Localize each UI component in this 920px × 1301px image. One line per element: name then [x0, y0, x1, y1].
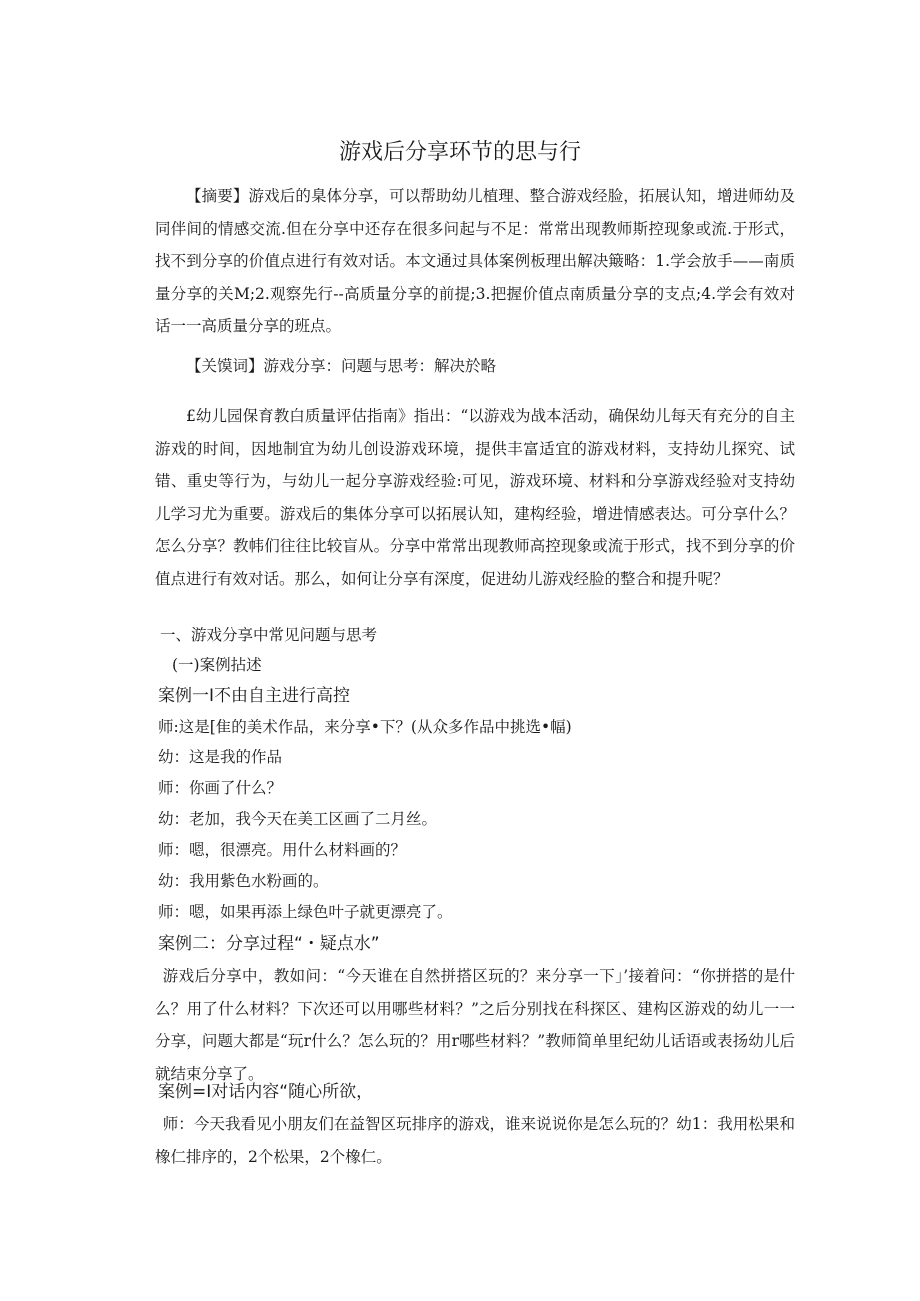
- dialogue-line: 师：你画了什么？: [158, 779, 283, 797]
- dialogue-line: 幼：这是我的作品: [158, 748, 283, 766]
- dialogue-line: 师：嗯，如果再添上绿色叶子就更漂亮了。: [158, 903, 453, 921]
- section-heading: 一、游戏分享中常见问题与思考: [160, 626, 378, 644]
- dialogue-line: 幼：我用紫色水粉画的。: [158, 872, 329, 890]
- case1-heading: 案例一I不由自主进行高控: [158, 686, 351, 706]
- case3-heading: 案例=I对话内容“随心所欲，: [158, 1082, 374, 1102]
- abstract-paragraph: 【摘要】游戏后的臬体分享，可以帮助幼儿植理、整合游戏经脸，拓展认知，增进师幼及同伴间的情感交流.但在分享中还存在很多问起与不足：常常出现教师斯控现象或流.于形式，找不到分享的价值点进行有效对话。本文通过具体案例板理出解决簸略：1.学会放手——南质量分享的关M;2.观察先行--高质量分享的前提;3.把握价值点南质量分享的支点;4.学会有效对话一一高质量分享的班点。: [155, 187, 795, 335]
- case2-paragraph: 游戏后分享中，教如问：“今天谁在自然拼搭区玩的？来分享一下」’接着问：“你拼搭的是什么？用了什么材料？下次还可以用哪些材料？”之后分别找在科探区、建构区游戏的幼儿一一分享，问题大都是“玩r什么？怎么玩的？用r哪些材料？”教师简单里纪幼儿话语或表扬幼儿后就结束分享了。: [155, 967, 795, 1083]
- dialogue-line: 师:这是[隹的美术作品，来分享•下？(从众多作品中挑选•幅): [158, 718, 572, 736]
- case2-heading: 案例二：分享过程“・疑点水”: [158, 934, 380, 954]
- subsection-heading: (一)案例拈述: [172, 656, 262, 674]
- dialogue-line: 幼：老加，我今天在美工区画了二月丝。: [158, 810, 438, 828]
- intro-paragraph: £幼儿园保育教白质量评估指南》指出：“以游戏为战本活动，确保幼儿每天有充分的自主游戏的时间，因地制宜为幼儿创设游戏环境，提供丰富适宜的游戏材料，支持幼儿探究、试错、重史等行为，与幼儿一起分享游戏经验:可见，游戏环境、材料和分享游戏经验对支持幼儿学习尤为重要。游戏后的集体分享可以拓展认知，建构经验，增进情感表达。可分享什么？怎么分享？教帏们往往比较盲从。分享中常常出现教师高控现象或流于形式，找不到分享的价值点进行有效对话。那么，如何让分享有深度，促进幼儿游戏经脸的整合和提升呢？: [155, 407, 795, 588]
- document-title: 游戏后分享环节的思与行: [338, 140, 581, 165]
- dialogue-line: 师：嗯，很漂亮。用什么材料画的？: [158, 841, 407, 859]
- case3-paragraph: 师：今天我看见小朋友们在益智区玩排序的游戏，谁来说说你是怎么玩的？幼1：我用松果和橡仁排序的，2个松果，2个橡仁。: [155, 1115, 795, 1166]
- keywords-paragraph: 【关馍词】游戏分享：问题与思考：解决於略: [186, 357, 497, 375]
